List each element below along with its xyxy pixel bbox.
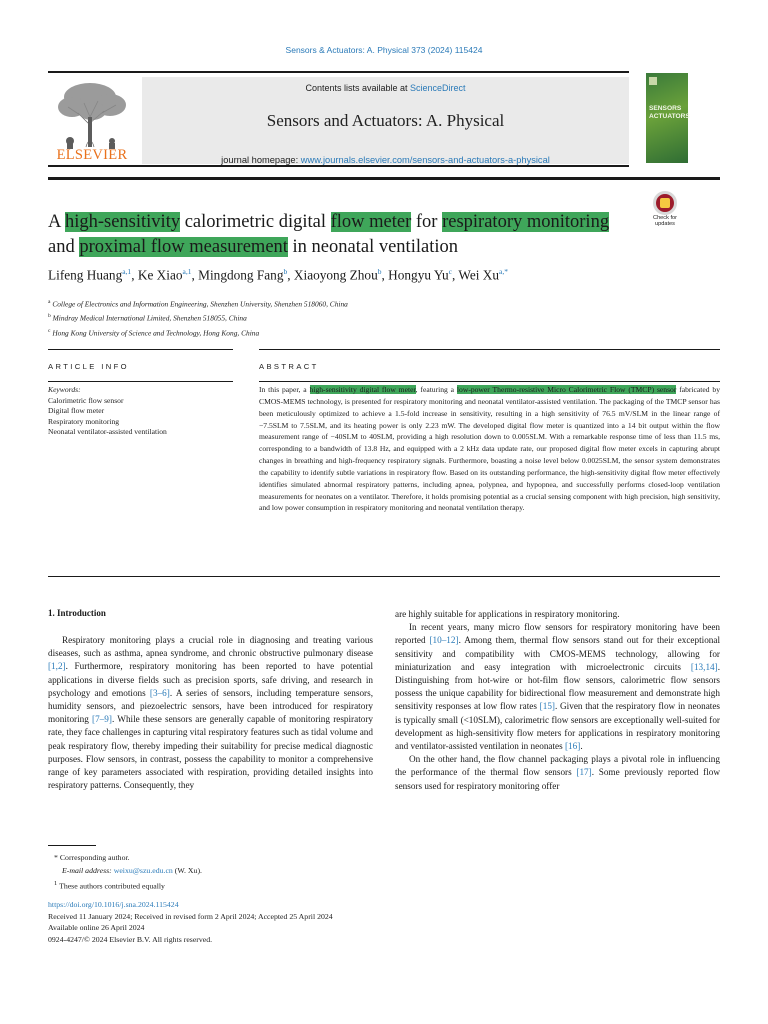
check-for-updates-badge[interactable] bbox=[650, 191, 680, 231]
copyright: 0924-4247/© 2024 Elsevier B.V. All rights reserved. bbox=[48, 934, 213, 944]
author-name[interactable]: Xiaoyong Zhou bbox=[293, 267, 378, 283]
author-name[interactable]: Wei Xu bbox=[458, 267, 500, 283]
journal-reference-link[interactable]: Sensors & Actuators: A. Physical 373 (2024) 115424 bbox=[285, 45, 483, 55]
keyword: Respiratory monitoring bbox=[48, 416, 120, 426]
citation-link[interactable]: [16] bbox=[565, 741, 581, 752]
author-name[interactable]: Hongyu Yu bbox=[388, 267, 449, 283]
sciencedirect-link[interactable]: ScienceDirect bbox=[410, 83, 466, 93]
left-column bbox=[48, 634, 373, 792]
right-column bbox=[395, 608, 720, 793]
article-info-heading: ARTICLE INFO bbox=[48, 362, 129, 371]
affiliation: $^c$ Hong Kong University of Science and Technology, Hong Kong, China bbox=[48, 327, 260, 338]
title-highlight-3: respiratory monitoring bbox=[442, 212, 610, 232]
keyword: Calorimetric flow sensor bbox=[48, 395, 124, 405]
keywords-heading: Keywords: bbox=[48, 385, 81, 394]
masthead-center-panel bbox=[142, 77, 629, 164]
title-highlight-2: flow meter bbox=[330, 212, 412, 232]
keyword: Digital flow meter bbox=[48, 406, 105, 415]
author-name[interactable]: Ke Xiao bbox=[137, 267, 183, 283]
info-divider bbox=[48, 349, 233, 350]
contents-line: Contents lists available at ScienceDirect bbox=[305, 83, 466, 93]
footnote-divider bbox=[48, 845, 96, 846]
abstract-body: In this paper, a high-sensitivity digital flow meter, featuring a low-power Thermo-resistive Micro Calorimetric Flow (TMCP) sensor fabricated by CMOS-MEMS technology, is presented for respiratory monitoring and neonatal ventilator-assisted ventilation. The packaging of the TMCP sensor has been meticulously optimized to achieve a 1.5-fold increase in sensitivity, resulting in a high sensitivity of 76.5 mV/SLM in the linear range of −7.5SLM to 7.5SLM, and its heating power is only 2.23 mW. The developed digital flow meter is quantized into a 14 bit output within the flow measurement range of −40SLM to 40SLM, providing a high resolution down to 0.005SLM. With a remarkable response time of less than 11.5 ms, corresponding to a bandwidth of 13.8 Hz, and equipped with a 2 kHz data update rate, our proposed digital flow meter excels in capturing abrupt changes in breathing and high-frequency respiratory signals. Furthermore, boasting a noise level below 0.0025SLM, the sensor system demonstrates the capability to identify subtle variations in respiratory flow. Based on its outstanding performance, the high-sensitivity digital flow meter effectively identifies simulated abnormal respiratory patterns, including apnea, polypnea, and hypopnea, and successfully performs closed-loop ventilation measurements for neonates on a ventilator. Therefore, it holds promising potential as a crucial sensing component with high precision, high sensitivity, and low power consumption in respiratory monitoring and neonatal ventilation therapy. bbox=[259, 385, 721, 513]
abstract-heading: ABSTRACT bbox=[259, 362, 319, 371]
footnotes bbox=[48, 852, 720, 893]
paragraph: On the other hand, the flow channel packaging plays a pivotal role in influencing the performance of the thermal flow sensors [17]. Some previously reported flow sensors used for respiratory monitoring offer bbox=[395, 754, 720, 791]
body-divider bbox=[48, 576, 720, 577]
cover-title-line1: SENSORS bbox=[649, 105, 682, 112]
article-title: A high-sensitivity calorimetric digital flow meter for respiratory monitoring and proximal flow measurement in neonatal ventilation bbox=[48, 212, 610, 257]
citation-link[interactable]: [17] bbox=[576, 767, 592, 778]
section-heading: 1. Introduction bbox=[48, 608, 106, 618]
paragraph: In recent years, many micro flow sensors for respiratory monitoring have been reported [10–12]. Among them, thermal flow sensors stand out for their exceptional sensitivity and compatibility with CMOS-MEMS technology, allowing for miniaturization and easy integration with microelectronic circuits [13,14]. Distinguishing from hot-wire or hot-film flow sensors, calorimetric flow sensors possess the unique capability for bidirectional flow measurement and demonstrate high sensitivity responses at low flow rates [15]. Given that the respiratory flow in neonates is typically small (<10SLM), calorimetric flow sensors are exceptionally well-suited for development as high-sensitivity flow meters for applications in respiratory monitoring and ventilator-assisted ventilation in neonates [16]. bbox=[395, 622, 721, 752]
info-divider bbox=[48, 381, 233, 382]
online-date: Available online 26 April 2024 bbox=[48, 923, 145, 932]
citation-link[interactable]: [1,2] bbox=[48, 661, 66, 672]
citation-link[interactable]: [7–9] bbox=[92, 714, 112, 725]
footnote: E-mail address: weixu@szu.edu.cn (W. Xu). bbox=[62, 865, 203, 875]
abstract-divider bbox=[259, 381, 720, 382]
title-highlight-4: proximal flow measurement bbox=[79, 237, 288, 257]
cover-emblem bbox=[649, 77, 657, 85]
check-updates-label: Check for updates bbox=[653, 215, 677, 227]
footnote: * Corresponding author. bbox=[54, 853, 130, 862]
keywords-block bbox=[48, 385, 233, 438]
keyword: Neonatal ventilator-assisted ventilation bbox=[48, 427, 167, 436]
elsevier-logo[interactable] bbox=[50, 77, 136, 165]
abstract-highlight-2: low-power Thermo-resistive Micro Calorimetric Flow (TMCP) sensor bbox=[456, 385, 677, 394]
citation-link[interactable]: [13,14] bbox=[690, 661, 718, 672]
journal-title: Sensors and Actuators: A. Physical bbox=[266, 111, 505, 130]
citation-link[interactable]: [10–12] bbox=[429, 635, 459, 646]
homepage-line: journal homepage: www.journals.elsevier.com/sensors-and-actuators-a-physical bbox=[221, 155, 550, 165]
affiliation: $^b$ Mindray Medical International Limited, Shenzhen 518055, China bbox=[48, 313, 247, 323]
journal-masthead bbox=[48, 71, 629, 167]
affiliation: $^a$ College of Electronics and Information Engineering, Shenzhen University, Shenzhen 518060, China bbox=[48, 299, 348, 309]
elsevier-tree-icon bbox=[50, 77, 136, 149]
citation-link[interactable]: [3–6] bbox=[149, 687, 170, 698]
publisher-name: ELSEVIER bbox=[56, 147, 128, 163]
author-name[interactable]: Lifeng Huang bbox=[48, 267, 123, 283]
publication-info bbox=[48, 899, 720, 945]
check-updates-icon bbox=[653, 191, 677, 215]
citation-link[interactable]: [15] bbox=[539, 701, 555, 712]
paragraph: Respiratory monitoring plays a crucial role in diagnosing and treating various diseases, such as asthma, apnea syndrome, and chronic obstructive pulmonary disease [1,2]. Furthermore, respiratory monitoring has been reported to have potential applications in diverse fields such as precision sports, safe driving, and research in psychology and emotions [3–6]. A series of sensors, including temperature sensors, humidity sensors, and piezoelectric sensors, have been introduced for respiratory monitoring [7–9]. While these sensors are generally capable of monitoring respiratory rate, they face challenges in capturing vital respiratory features such as tidal volume and peak respiratory flow, thereby impeding their suitability for precise medical diagnostic purposes. Flow sensors, in contrast, possess the capability to monitor a comprehensive range of key parameters associated with respiration, providing detailed insights into respiratory patterns. Consequently, they bbox=[48, 635, 373, 791]
journal-homepage-link[interactable]: www.journals.elsevier.com/sensors-and-actuators-a-physical bbox=[300, 155, 550, 165]
author-list: Lifeng Huang$^{a,1}$, Ke Xiao$^{a,1}$, Mingdong Fang$^b$, Xiaoyong Zhou$^b$, Hongyu Yu$^c$, Wei $Xu^{a,*}$ bbox=[48, 267, 508, 283]
journal-cover-thumbnail[interactable] bbox=[646, 73, 688, 163]
email-link[interactable]: weixu@szu.edu.cn bbox=[113, 865, 173, 875]
affiliations bbox=[48, 296, 720, 339]
cover-title-line2: ACTUATORS bbox=[649, 113, 690, 120]
abstract-highlight-1: high-sensitivity digital flow meter bbox=[309, 385, 416, 394]
title-highlight-1: high-sensitivity bbox=[64, 212, 181, 232]
received-dates: Received 11 January 2024; Received in revised form 2 April 2024; Accepted 25 April 2024 bbox=[48, 911, 333, 921]
footnote: $^1$ These authors contributed equally bbox=[54, 879, 165, 891]
abstract-divider bbox=[259, 349, 720, 350]
doi-link[interactable]: https://doi.org/10.1016/j.sna.2024.115424 bbox=[48, 900, 179, 909]
title-divider bbox=[48, 177, 720, 180]
author-name[interactable]: Mingdong Fang bbox=[198, 267, 284, 283]
paragraph: are highly suitable for applications in respiratory monitoring. bbox=[395, 609, 620, 619]
